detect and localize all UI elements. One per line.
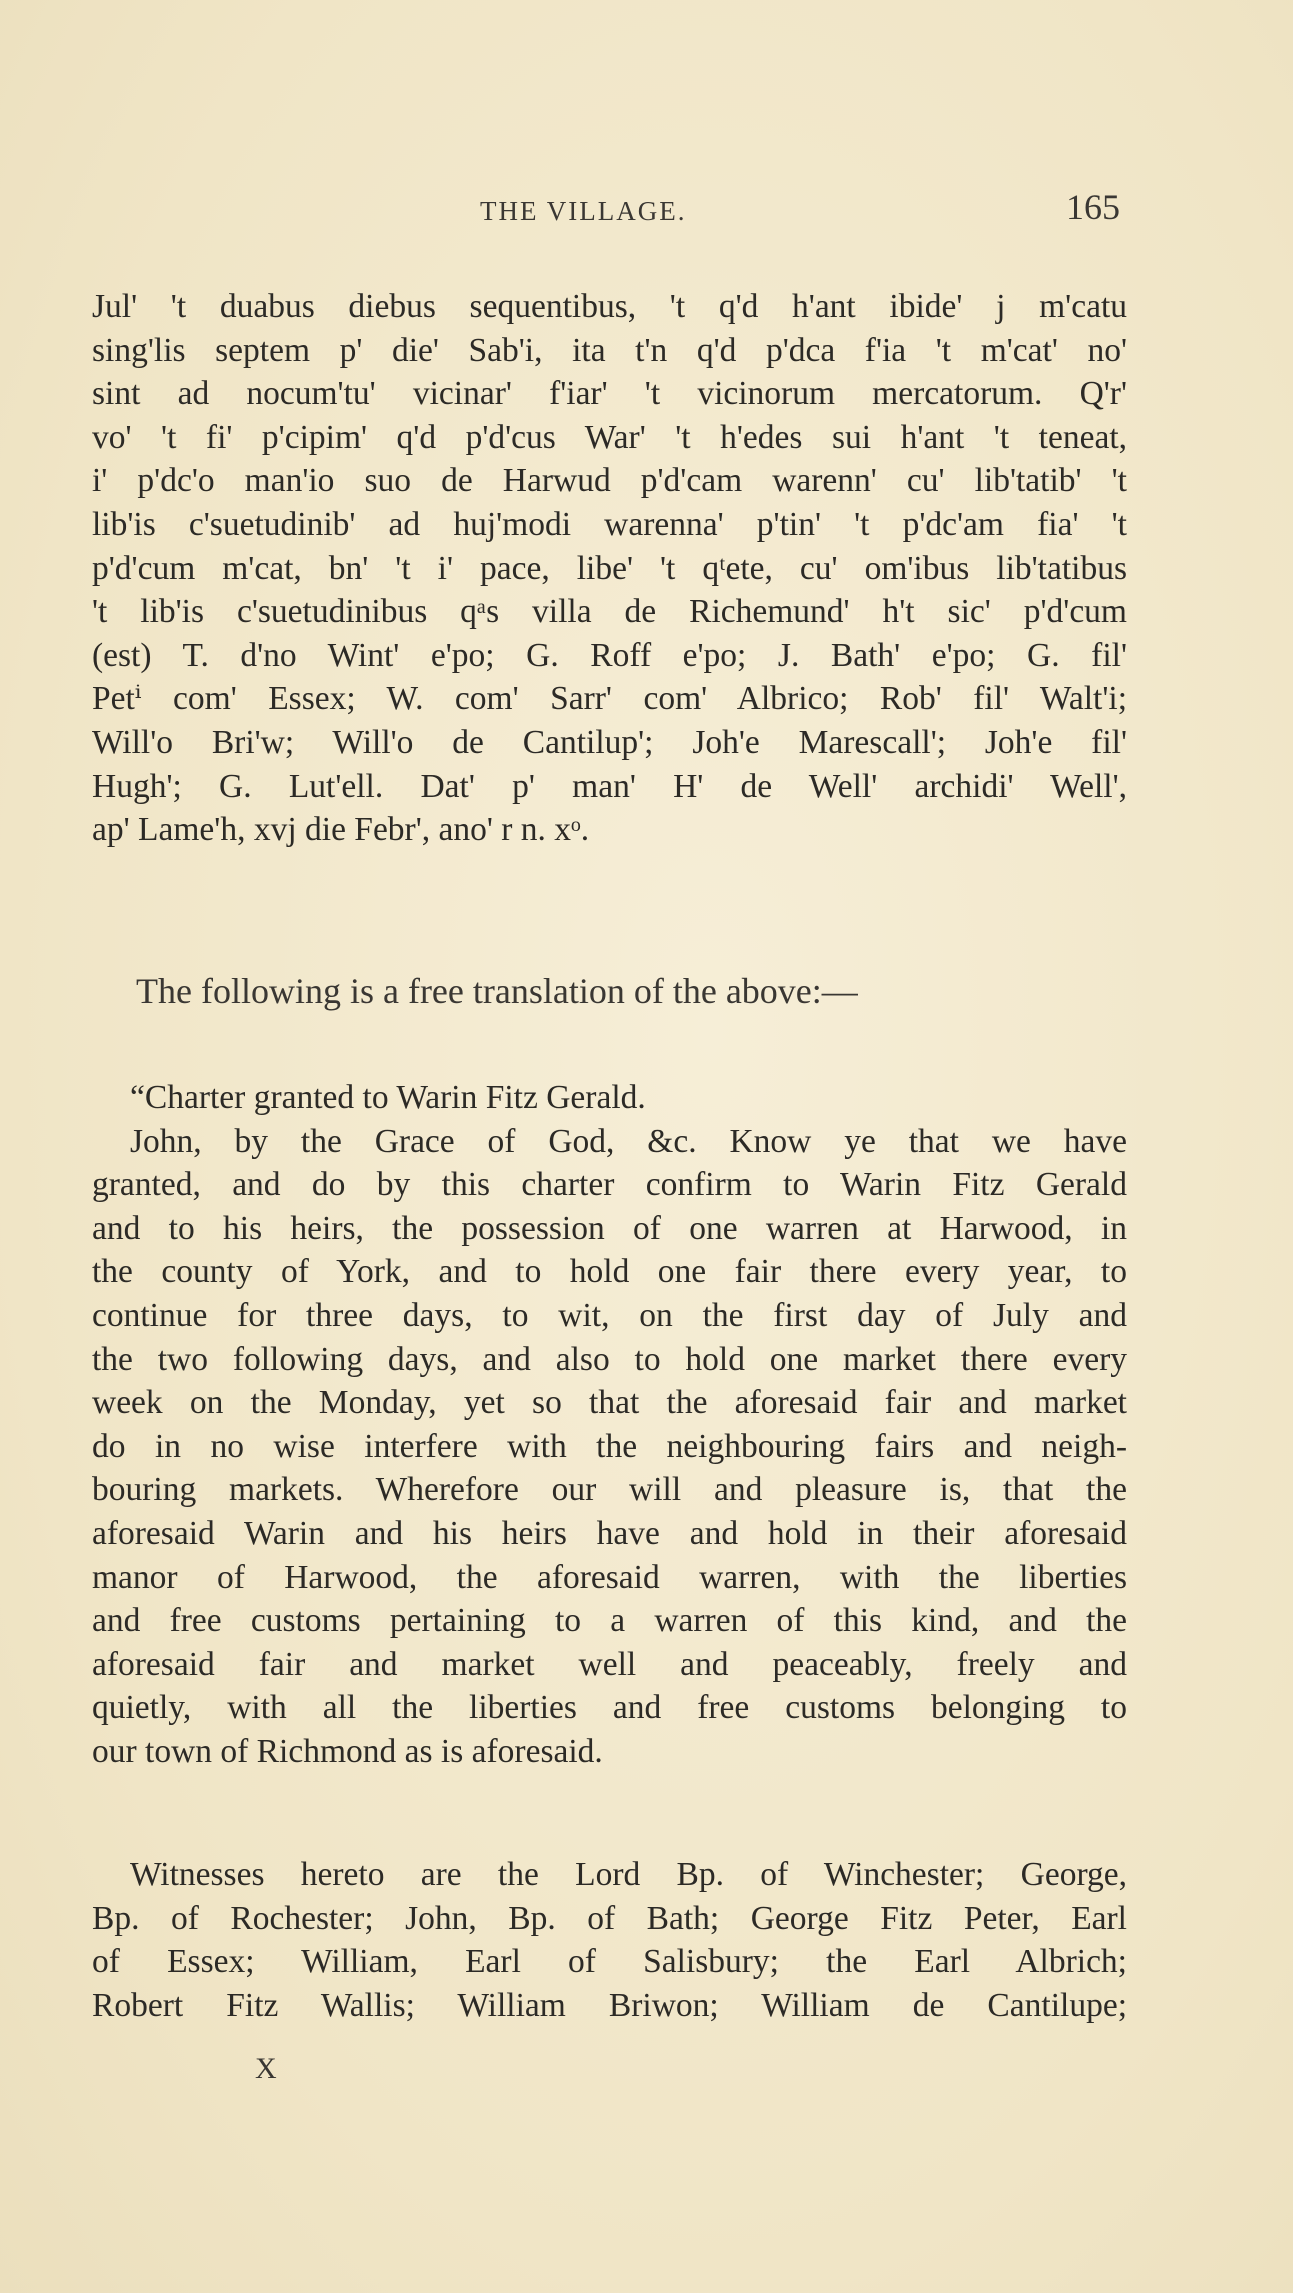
text-line: lib'is c'suetudinib' ad huj'modi warenna' p'tin' 't p'dc'am fia' 't: [92, 505, 1127, 543]
text-line: p'd'cum m'cat, bn' 't i' pace, libe' 't qᵗete, cu' om'ibus lib'tatibus: [92, 549, 1127, 587]
text-line: sing'lis septem p' die' Sab'i, ita t'n q'd p'dca f'ia 't m'cat' no': [92, 331, 1127, 369]
text-line: our town of Richmond as is aforesaid.: [92, 1732, 603, 1770]
text-line: Jul' 't duabus diebus sequentibus, 't q'd h'ant ibide' j m'catu: [92, 288, 1127, 325]
signature-mark: X: [255, 2052, 277, 2085]
text-line: bouring markets. Wherefore our will and pleasure is, that the: [92, 1471, 1127, 1509]
running-head: THE VILLAGE.: [480, 196, 687, 226]
text-line: the county of York, and to hold one fair there every year, to: [92, 1253, 1127, 1291]
text-line: Robert Fitz Wallis; William Briwon; William de Cantilupe;: [92, 1986, 1127, 2024]
text-line: and to his heirs, the possession of one warren at Harwood, in: [92, 1209, 1127, 1247]
text-line: aforesaid Warin and his heirs have and hold in their aforesaid: [92, 1514, 1127, 1552]
text-line: Bp. of Rochester; John, Bp. of Bath; George Fitz Peter, Earl: [92, 1899, 1127, 1937]
translation-text: [92, 1076, 1127, 1774]
text-line: i' p'dc'o man'io suo de Harwud p'd'cam warenn' cu' lib'tatib' 't: [92, 462, 1127, 500]
text-line: 't lib'is c'suetudinibus qᵃs villa de Richemund' h't sic' p'd'cum: [92, 593, 1127, 631]
translation-heading: The following is a free translation of the above:—: [136, 971, 858, 1011]
page-number: 165: [1066, 187, 1120, 227]
text-line: of Essex; William, Earl of Salisbury; the Earl Albrich;: [92, 1943, 1127, 1981]
text-line: Witnesses hereto are the Lord Bp. of Winchester; George,: [130, 1856, 1127, 1893]
text-line: Petⁱ com' Essex; W. com' Sarr' com' Albrico; Rob' fil' Walt'i;: [92, 680, 1127, 718]
text-line: do in no wise interfere with the neighbouring fairs and neigh-: [92, 1427, 1127, 1465]
charter-title-line: “Charter granted to Warin Fitz Gerald.: [130, 1079, 646, 1116]
text-line: Will'o Bri'w; Will'o de Cantilup'; Joh'e Marescall'; Joh'e fil': [92, 723, 1127, 761]
text-line: continue for three days, to wit, on the first day of July and: [92, 1296, 1127, 1334]
text-line: sint ad nocum'tu' vicinar' f'iar' 't vicinorum mercatorum. Q'r': [92, 375, 1127, 413]
text-line: Hugh'; G. Lut'ell. Dat' p' man' H' de Well' archidi' Well',: [92, 767, 1127, 805]
text-line: vo' 't fi' p'cipim' q'd p'd'cus War' 't h'edes sui h'ant 't teneat,: [92, 418, 1127, 456]
text-line: (est) T. d'no Wint' e'po; G. Roff e'po; J. Bath' e'po; G. fil': [92, 636, 1127, 674]
text-line: quietly, with all the liberties and free customs belonging to: [92, 1689, 1127, 1727]
text-line: granted, and do by this charter confirm to Warin Fitz Gerald: [92, 1166, 1127, 1204]
text-line: aforesaid fair and market well and peaceably, freely and: [92, 1645, 1127, 1683]
witnesses-text: [92, 1853, 1127, 2027]
text-line: ap' Lame'h, xvj die Febr', ano' r n. xᵒ.: [92, 811, 590, 849]
text-line: the two following days, and also to hold one market there every: [92, 1340, 1127, 1378]
text-line: John, by the Grace of God, &c. Know ye that we have: [130, 1122, 1127, 1160]
text-line: manor of Harwood, the aforesaid warren, with the liberties: [92, 1558, 1127, 1596]
text-line: week on the Monday, yet so that the aforesaid fair and market: [92, 1384, 1127, 1422]
latin-charter-text: [92, 285, 1127, 852]
text-line: and free customs pertaining to a warren of this kind, and the: [92, 1602, 1127, 1640]
